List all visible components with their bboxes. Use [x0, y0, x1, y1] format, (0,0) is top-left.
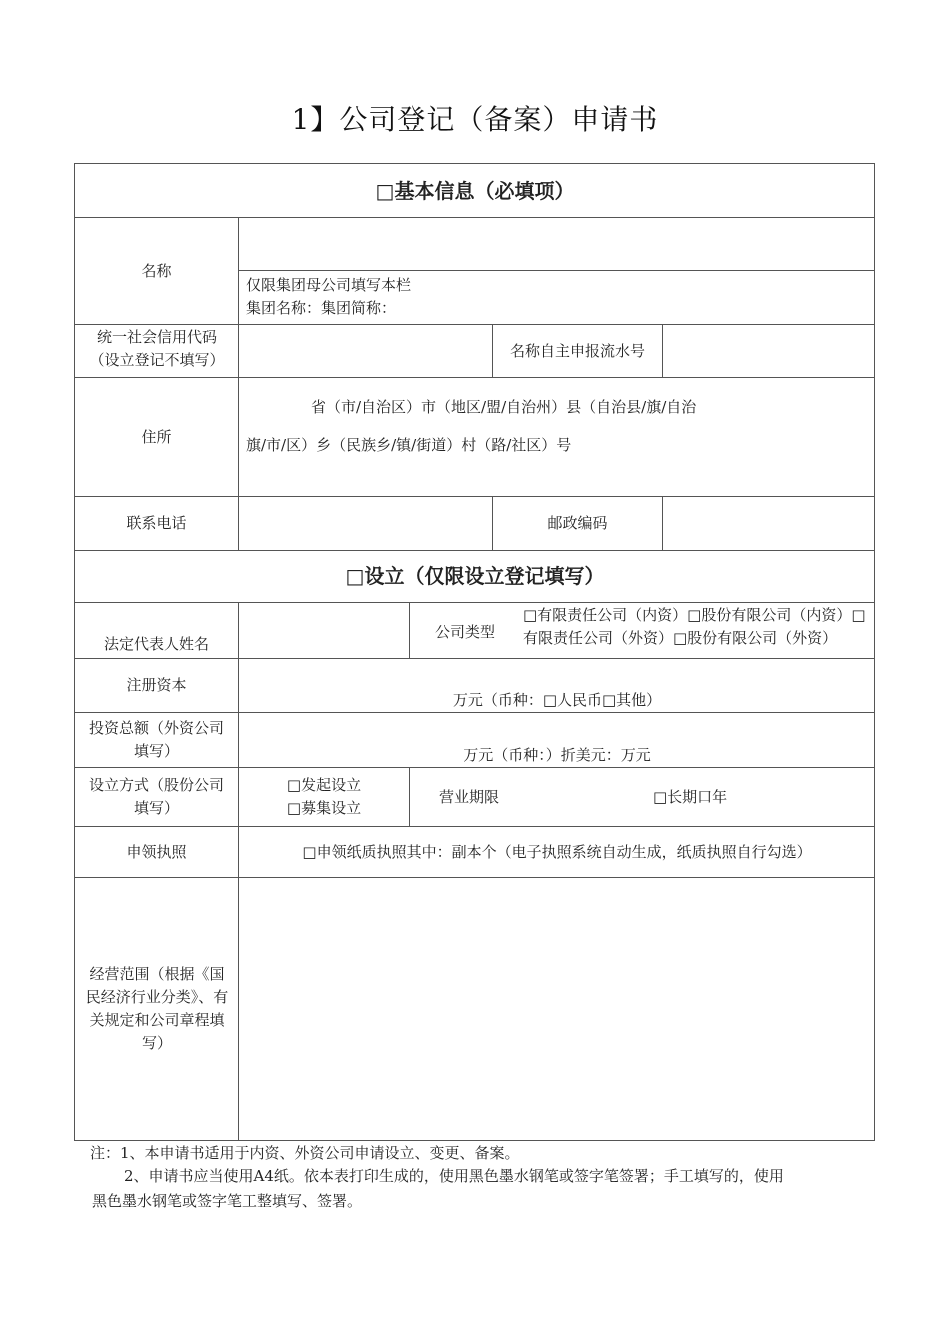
group-note-line1: 仅限集团母公司填写本栏 — [246, 276, 412, 294]
name-field[interactable] — [239, 218, 875, 270]
setup-option-initiated[interactable]: □发起设立 — [286, 776, 362, 794]
address-line1: 省（市/自治区）市（地区/盟/自治州）县（自治县/旗/自治 — [311, 398, 697, 416]
license-field[interactable]: □申领纸质执照其中：副本个（电子执照系统自动生成，纸质执照自行勾选） — [302, 843, 812, 861]
note-line-2: 2、申请书应当使用A4纸。依本表打印生成的，使用黑色墨水钢笔或签字笔签署；手工填写的，使用 — [124, 1167, 784, 1185]
registered-capital-label: 注册资本 — [126, 676, 187, 694]
section-basic-info: □基本信息（必填项） — [375, 178, 575, 203]
group-info-cell[interactable] — [246, 272, 866, 322]
application-form — [74, 163, 875, 1141]
company-type-options[interactable]: □有限责任公司（内资）□股份有限公司（内资）□有限责任公司（外资）□股份有限公司（外资） — [523, 606, 866, 647]
row-divider — [238, 270, 875, 271]
note-line-1: 注：1、本申请书适用于内资、外资公司申请设立、变更、备案。 — [90, 1144, 520, 1162]
license-label: 申领执照 — [126, 842, 187, 861]
setup-option-raised[interactable]: □募集设立 — [286, 799, 362, 817]
section-setup: □设立（仅限设立登记填写） — [345, 564, 605, 588]
business-scope-field[interactable] — [239, 878, 875, 1140]
phone-field[interactable] — [239, 497, 492, 550]
legal-rep-label: 法定代表人姓名 — [103, 635, 209, 653]
address-label: 住所 — [141, 427, 172, 446]
postal-code-field[interactable] — [663, 497, 875, 550]
setup-method-options[interactable] — [239, 768, 409, 826]
business-term-field[interactable]: □长期口年 — [653, 787, 728, 806]
business-term-label: 营业期限 — [438, 787, 499, 806]
postal-code-label: 邮政编码 — [547, 514, 608, 532]
credit-code-label: 统一社会信用代码（设立登记不填写） — [89, 328, 225, 369]
note-line-3: 黑色墨水钢笔或签字笔工整填写、签署。 — [92, 1192, 363, 1210]
setup-method-label: 设立方式（股份公司填写） — [88, 775, 224, 817]
name-label: 名称 — [141, 261, 172, 280]
company-type-label: 公司类型 — [434, 623, 495, 641]
investment-total-field[interactable]: 万元（币种：）折美元：万元 — [463, 746, 651, 764]
page-title: 1】公司登记（备案）申请书 — [291, 103, 659, 136]
serial-number-field[interactable] — [663, 325, 875, 377]
address-line2: 旗/市/区）乡（民族乡/镇/街道）村（路/社区）号 — [246, 436, 572, 454]
address-field[interactable] — [239, 378, 875, 496]
group-note-line2: 集团名称：集团简称： — [246, 299, 397, 317]
business-scope-label: 经营范围（根据《国民经济行业分类》、有关规定和公司章程填写） — [85, 964, 229, 1052]
investment-total-label: 投资总额（外资公司填写） — [88, 718, 224, 760]
legal-rep-field[interactable] — [239, 603, 409, 658]
phone-label: 联系电话 — [126, 514, 187, 532]
serial-number-label: 名称自主申报流水号 — [509, 341, 645, 360]
registered-capital-field[interactable]: 万元（币种：□人民币□其他） — [452, 691, 662, 709]
credit-code-field[interactable] — [239, 325, 492, 377]
